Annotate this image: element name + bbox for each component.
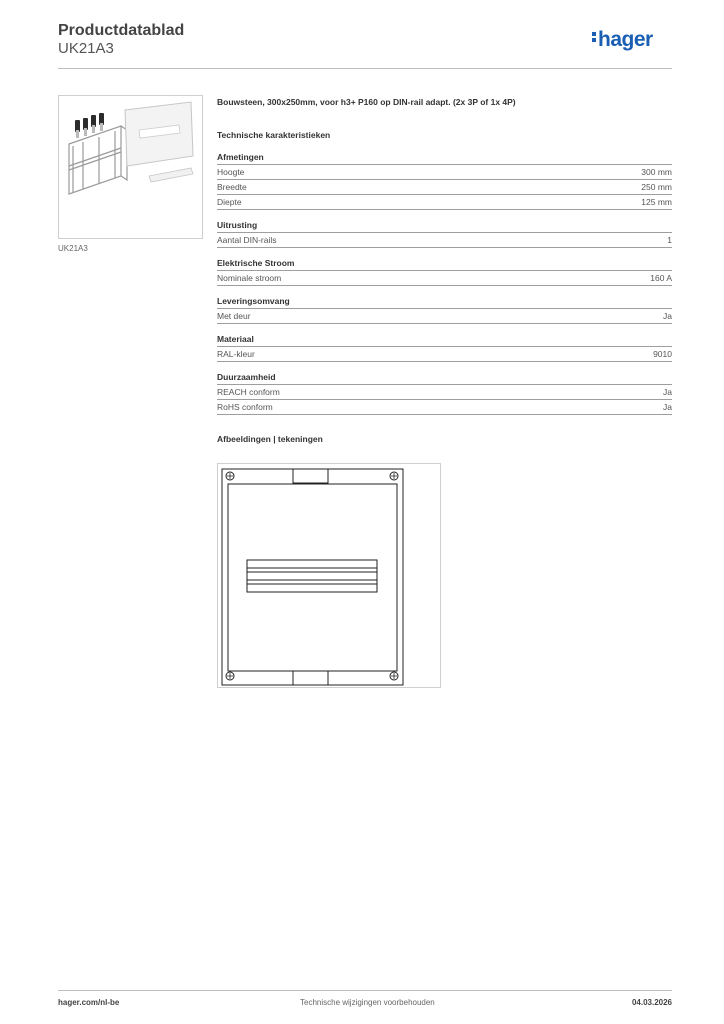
spec-label: Aantal DIN-rails (217, 235, 277, 245)
spec-value: Ja (663, 387, 672, 397)
spec-value: Ja (663, 311, 672, 321)
drawings-heading: Afbeeldingen | tekeningen (217, 434, 323, 444)
technical-drawing (217, 463, 441, 688)
spec-row (217, 400, 672, 415)
spec-label: Met deur (217, 311, 251, 321)
spec-label: Breedte (217, 182, 247, 192)
document-title: Productdatablad (58, 22, 185, 39)
spec-section-material (217, 333, 672, 362)
spec-section-sustainability (217, 371, 672, 415)
hager-logo[interactable] (592, 28, 653, 52)
enclosure-drawing-icon (218, 464, 440, 687)
spec-label: RAL-kleur (217, 349, 255, 359)
spec-row (217, 347, 672, 362)
spec-label: Nominale stroom (217, 273, 282, 283)
section-title: Afmetingen (217, 151, 672, 165)
spec-row (217, 165, 672, 180)
spec-value: 300 mm (641, 167, 672, 177)
spec-section-dimensions (217, 151, 672, 210)
spec-value: 9010 (653, 349, 672, 359)
spec-row (217, 195, 672, 210)
spec-value: Ja (663, 402, 672, 412)
spec-value: 250 mm (641, 182, 672, 192)
product-description: Bouwsteen, 300x250mm, voor h3+ P160 op DIN-rail adapt. (2x 3P of 1x 4P) (217, 97, 516, 107)
section-title: Materiaal (217, 333, 672, 347)
spec-section-delivery (217, 295, 672, 324)
spec-row (217, 271, 672, 286)
spec-label: REACH conform (217, 387, 280, 397)
product-code: UK21A3 (58, 40, 114, 57)
brand-name: hager (598, 28, 653, 51)
product-details (217, 95, 672, 446)
spec-row (217, 180, 672, 195)
product-illustration-icon (59, 96, 202, 238)
spec-label: Diepte (217, 197, 242, 207)
footer-divider (58, 990, 672, 991)
spec-label: RoHS conform (217, 402, 273, 412)
section-title: Uitrusting (217, 219, 672, 233)
logo-dots-icon (592, 30, 597, 44)
footer-website-link[interactable]: hager.com/nl-be (58, 998, 120, 1007)
spec-value: 1 (667, 235, 672, 245)
section-title: Elektrische Stroom (217, 257, 672, 271)
photo-caption: UK21A3 (58, 244, 88, 253)
spec-label: Hoogte (217, 167, 245, 177)
product-photo (58, 95, 203, 239)
spec-section-electrical (217, 257, 672, 286)
spec-section-equipment (217, 219, 672, 248)
spec-value: 125 mm (641, 197, 672, 207)
section-title: Leveringsomvang (217, 295, 672, 309)
spec-row (217, 309, 672, 324)
header-divider (58, 68, 672, 69)
technical-characteristics-heading: Technische karakteristieken (217, 130, 331, 140)
footer-date: 04.03.2026 (631, 998, 672, 1007)
spec-row (217, 233, 672, 248)
spec-row (217, 385, 672, 400)
section-title: Duurzaamheid (217, 371, 672, 385)
spec-value: 160 A (650, 273, 672, 283)
footer-notice: Technische wijzigingen voorbehouden (300, 998, 435, 1007)
